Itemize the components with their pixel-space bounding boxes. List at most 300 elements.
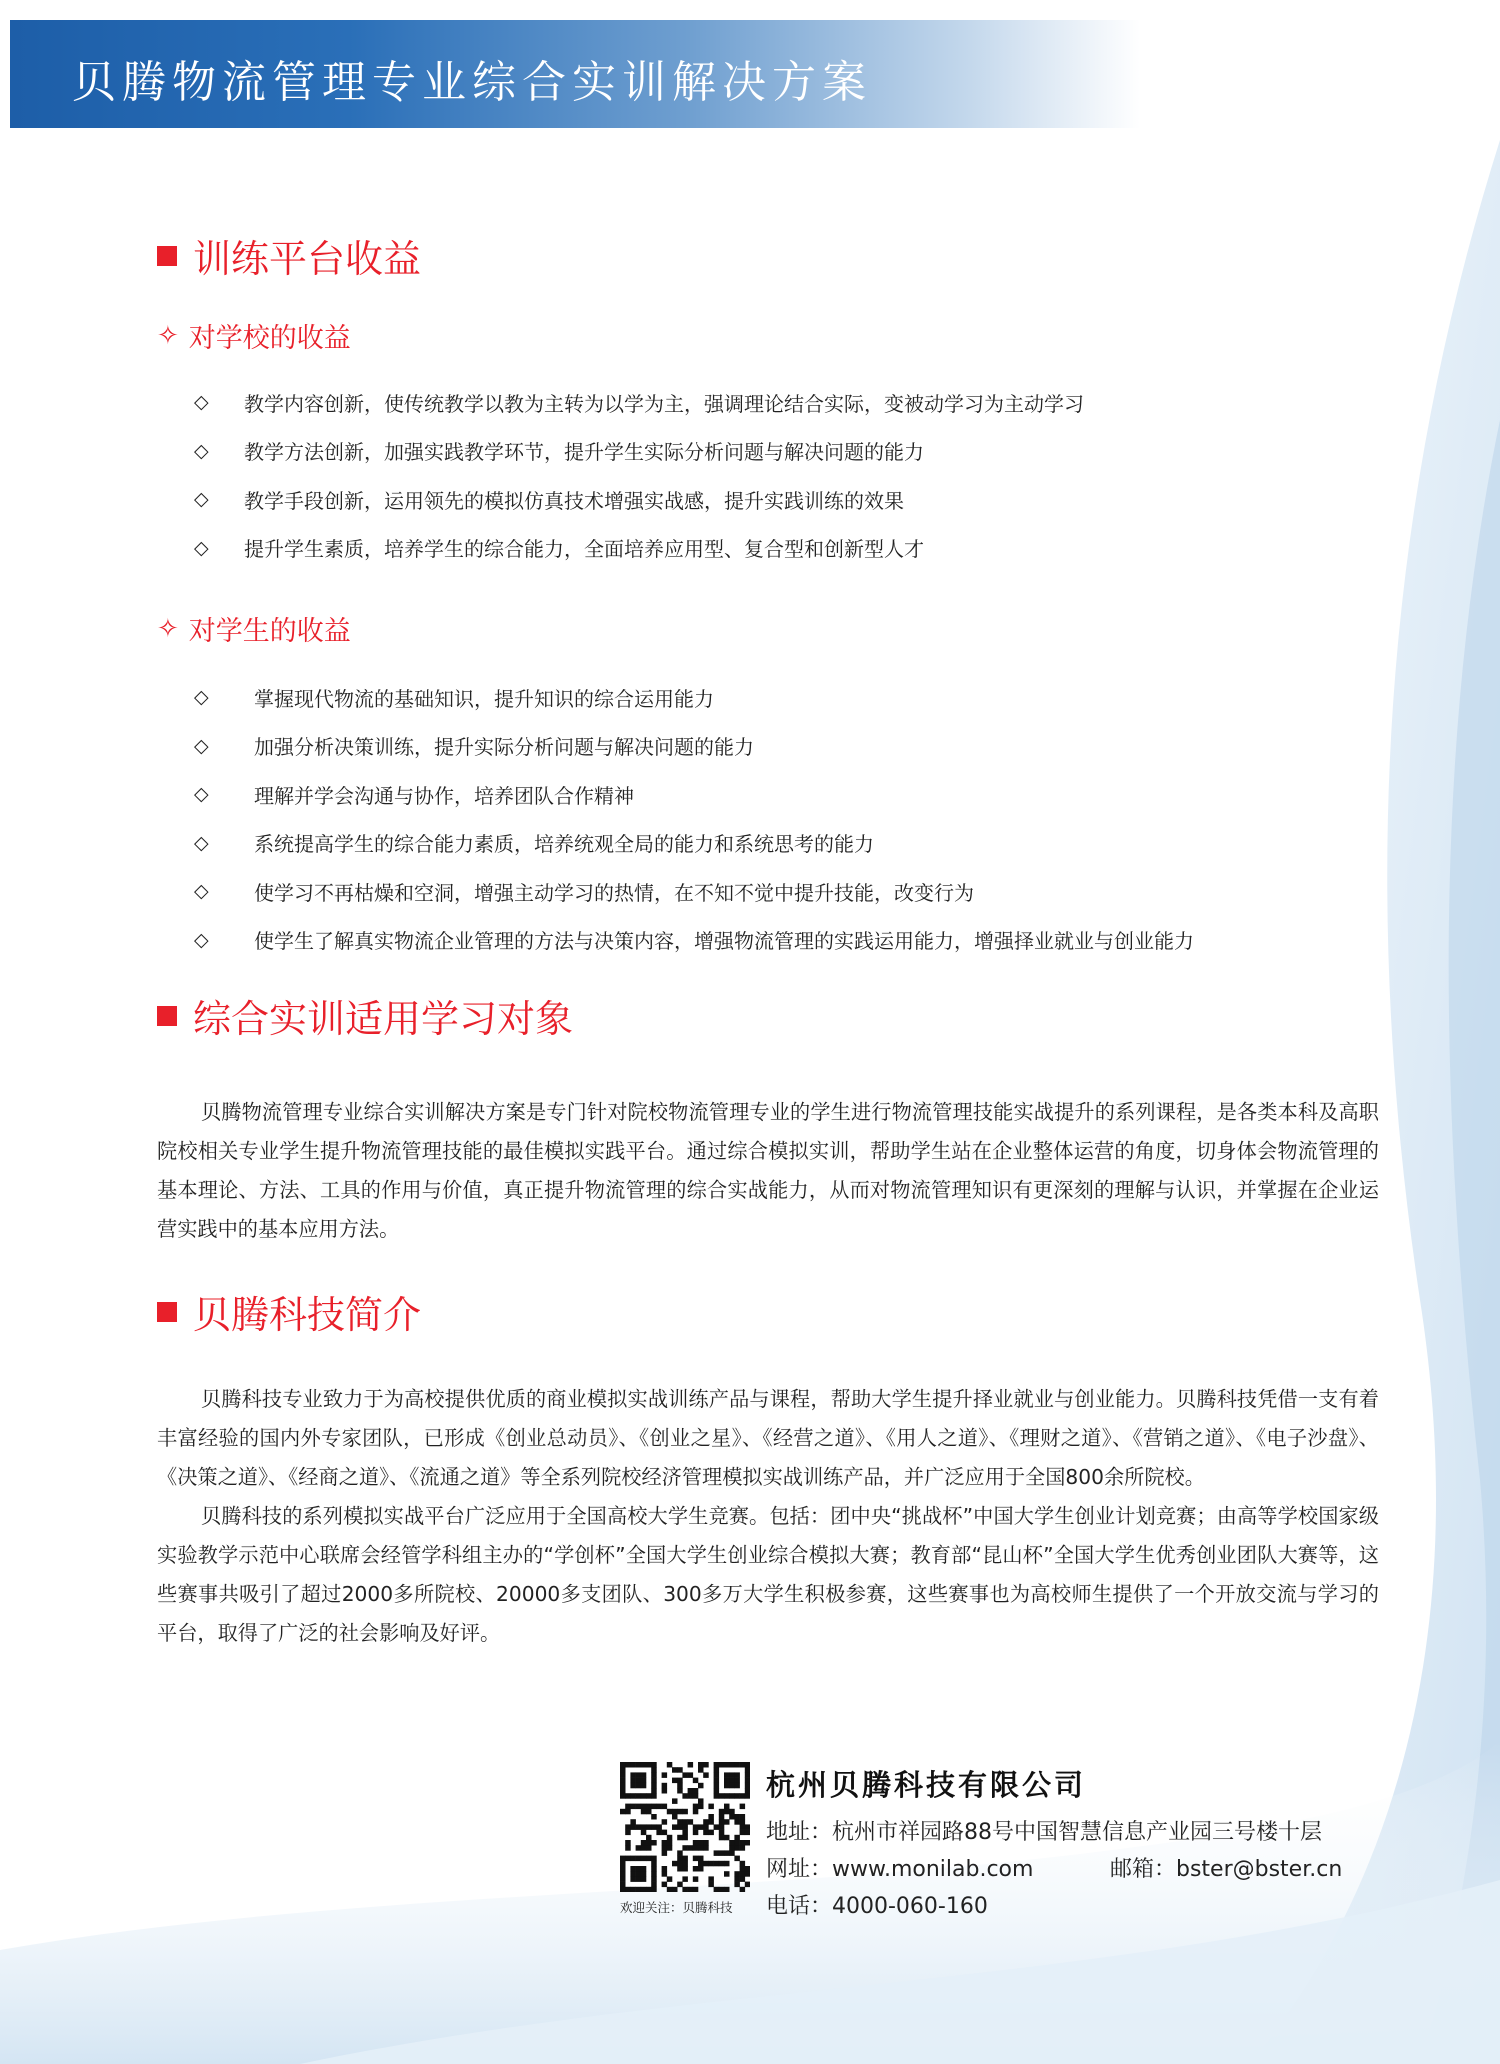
qr-module xyxy=(729,1772,735,1778)
qr-module xyxy=(651,1788,657,1794)
qr-module xyxy=(672,1767,678,1773)
qr-module xyxy=(703,1819,709,1825)
qr-module xyxy=(708,1830,714,1836)
qr-module xyxy=(667,1887,673,1892)
qr-module xyxy=(620,1861,626,1867)
qr-module xyxy=(708,1876,714,1882)
qr-module xyxy=(698,1824,704,1830)
company-paragraph: 贝腾科技的系列模拟实战平台广泛应用于全国高校大学生竞赛。包括：团中央“挑战杯”中国大学生创业计划竞赛；由高等学校国家级实验教学示范中心联席会经管学科组主办的“学创杯”全国大学生创业综合模拟大赛；教育部“昆山杯”全国大学生优秀创业团队大赛等，这些赛事共吸引了超过2000多所院校、20000多支团队、300多万大学生积极参赛，这些赛事也为高校师生提供了一个开放交流与学习的平台，取得了广泛的社会影响及好评。 xyxy=(157,1504,1379,1645)
header-banner xyxy=(10,20,1140,128)
qr-module xyxy=(719,1887,725,1892)
qr-module xyxy=(719,1809,725,1815)
qr-module xyxy=(636,1772,642,1778)
qr-module xyxy=(641,1824,647,1830)
qr-module xyxy=(688,1887,694,1892)
qr-module xyxy=(641,1845,647,1851)
qr-module xyxy=(677,1788,683,1794)
qr-module xyxy=(724,1809,730,1815)
qr-module xyxy=(714,1783,720,1789)
qr-module xyxy=(636,1845,642,1851)
qr-module xyxy=(724,1783,730,1789)
qr-module xyxy=(620,1871,626,1877)
qr-module xyxy=(630,1866,636,1872)
qr-module xyxy=(636,1876,642,1882)
qr-module xyxy=(729,1778,735,1784)
qr-module xyxy=(625,1845,631,1851)
qr-module xyxy=(724,1778,730,1784)
qr-module xyxy=(672,1861,678,1867)
qr-module xyxy=(745,1767,750,1773)
qr-module xyxy=(636,1824,642,1830)
qr-module xyxy=(630,1887,636,1892)
four-point-star-icon: ✧ xyxy=(157,613,179,644)
qr-module xyxy=(662,1788,668,1794)
qr-module xyxy=(651,1804,657,1810)
qr-module xyxy=(620,1778,626,1784)
qr-module xyxy=(641,1830,647,1836)
qr-module xyxy=(651,1793,657,1799)
qr-module xyxy=(703,1830,709,1836)
qr-module xyxy=(703,1772,709,1778)
qr-module xyxy=(620,1767,626,1773)
email-link[interactable]: 邮箱：bster@bster.cn xyxy=(1110,1857,1343,1882)
list-item xyxy=(194,524,1314,573)
qr-module xyxy=(729,1793,735,1799)
qr-module xyxy=(630,1772,636,1778)
qr-module xyxy=(625,1762,631,1768)
qr-module xyxy=(646,1845,652,1851)
list-item xyxy=(194,916,1394,965)
qr-module xyxy=(729,1783,735,1789)
qr-module xyxy=(672,1824,678,1830)
qr-module xyxy=(693,1788,699,1794)
qr-module xyxy=(729,1809,735,1815)
qr-module xyxy=(636,1887,642,1892)
qr-module xyxy=(672,1778,678,1784)
subsection-title-text: 对学生的收益 xyxy=(188,616,351,647)
list-item-text: 教学手段创新，运用领先的模拟仿真技术增强实战感，提升实践训练的效果 xyxy=(244,488,904,513)
red-square-icon xyxy=(157,1006,177,1026)
qr-module xyxy=(714,1793,720,1799)
qr-module xyxy=(677,1783,683,1789)
qr-module xyxy=(740,1804,746,1810)
qr-module xyxy=(641,1887,647,1892)
qr-module xyxy=(646,1856,652,1862)
qr-module xyxy=(651,1778,657,1784)
qr-module xyxy=(719,1819,725,1825)
qr-module xyxy=(651,1824,657,1830)
student-benefit-list xyxy=(194,673,1394,964)
subsection-title-school xyxy=(157,316,351,355)
qr-module xyxy=(693,1845,699,1851)
qr-module xyxy=(625,1887,631,1892)
qr-module xyxy=(703,1824,709,1830)
qr-module xyxy=(740,1876,746,1882)
qr-module xyxy=(688,1762,694,1768)
qr-module xyxy=(662,1882,668,1888)
qr-module xyxy=(651,1876,657,1882)
section-title-text: 综合实训适用学习对象 xyxy=(193,997,574,1041)
red-square-icon xyxy=(157,1302,177,1322)
qr-module xyxy=(677,1866,683,1872)
qr-module xyxy=(677,1824,683,1830)
qr-module xyxy=(662,1845,668,1851)
qr-module xyxy=(688,1819,694,1825)
qr-module xyxy=(651,1814,657,1820)
qr-module xyxy=(672,1809,678,1815)
qr-module xyxy=(740,1814,746,1820)
diamond-bullet-icon: ◇ xyxy=(194,391,209,414)
qr-module xyxy=(672,1798,678,1804)
list-item xyxy=(194,427,1314,476)
qr-module xyxy=(630,1783,636,1789)
qr-module xyxy=(719,1835,725,1841)
qr-module xyxy=(682,1887,688,1892)
section-title-text: 训练平台收益 xyxy=(193,237,422,281)
qr-module xyxy=(714,1778,720,1784)
qr-module xyxy=(740,1819,746,1825)
list-item-text: 系统提高学生的综合能力素质，培养统观全局的能力和系统思考的能力 xyxy=(254,832,874,857)
qr-module xyxy=(734,1772,740,1778)
qr-module xyxy=(724,1887,730,1892)
qr-module xyxy=(620,1793,626,1799)
qr-module xyxy=(662,1804,668,1810)
section-title-benefits xyxy=(157,228,421,283)
qr-module xyxy=(734,1871,740,1877)
qr-module xyxy=(646,1804,652,1810)
qr-module xyxy=(708,1882,714,1888)
qr-module xyxy=(656,1830,662,1836)
qr-module xyxy=(724,1850,730,1856)
qr-module xyxy=(708,1819,714,1825)
qr-module xyxy=(698,1804,704,1810)
qr-module xyxy=(630,1819,636,1825)
qr-module xyxy=(646,1762,652,1768)
qr-module xyxy=(719,1762,725,1768)
qr-module xyxy=(636,1783,642,1789)
qr-module xyxy=(641,1783,647,1789)
list-item xyxy=(194,378,1314,427)
qr-module xyxy=(641,1866,647,1872)
qr-module xyxy=(734,1819,740,1825)
qr-module xyxy=(636,1793,642,1799)
qr-module xyxy=(646,1809,652,1815)
qr-module xyxy=(708,1814,714,1820)
list-item-text: 教学方法创新，加强实践教学环节，提升学生实际分析问题与解决问题的能力 xyxy=(244,440,924,465)
qr-module xyxy=(636,1871,642,1877)
qr-module xyxy=(734,1840,740,1846)
qr-module xyxy=(724,1772,730,1778)
qr-module xyxy=(677,1850,683,1856)
qr-module xyxy=(734,1778,740,1784)
qr-module xyxy=(729,1850,735,1856)
qr-module xyxy=(641,1809,647,1815)
qr-module xyxy=(682,1861,688,1867)
qr-module xyxy=(734,1783,740,1789)
qr-module xyxy=(734,1882,740,1888)
qr-module xyxy=(636,1866,642,1872)
section-title-company xyxy=(157,1284,421,1339)
qr-module xyxy=(641,1793,647,1799)
qr-code xyxy=(620,1762,750,1892)
qr-module xyxy=(734,1762,740,1768)
qr-module xyxy=(641,1856,647,1862)
qr-module xyxy=(703,1861,709,1867)
list-item-text: 使学习不再枯燥和空洞，增强主动学习的热情，在不知不觉中提升技能，改变行为 xyxy=(254,880,974,905)
qr-module xyxy=(719,1793,725,1799)
list-item-text: 掌握现代物流的基础知识，提升知识的综合运用能力 xyxy=(254,686,714,711)
qr-module xyxy=(641,1871,647,1877)
qr-module xyxy=(667,1835,673,1841)
qr-module xyxy=(682,1835,688,1841)
qr-module xyxy=(734,1845,740,1851)
qr-module xyxy=(698,1762,704,1768)
qr-module xyxy=(630,1793,636,1799)
qr-module xyxy=(682,1819,688,1825)
qr-module xyxy=(677,1882,683,1888)
list-item xyxy=(194,770,1394,819)
qr-module xyxy=(656,1804,662,1810)
qr-module xyxy=(667,1840,673,1846)
qr-module xyxy=(693,1793,699,1799)
qr-module xyxy=(693,1887,699,1892)
qr-module xyxy=(729,1840,735,1846)
qr-module xyxy=(740,1762,746,1768)
qr-module xyxy=(740,1871,746,1877)
qr-module xyxy=(714,1887,720,1892)
qr-module xyxy=(677,1835,683,1841)
list-item-text: 理解并学会沟通与协作，培养团队合作精神 xyxy=(254,783,634,808)
qr-module xyxy=(630,1876,636,1882)
qr-module xyxy=(745,1866,750,1872)
qr-module xyxy=(641,1762,647,1768)
qr-module xyxy=(662,1871,668,1877)
qr-module xyxy=(693,1866,699,1872)
qr-module xyxy=(677,1778,683,1784)
qr-module xyxy=(620,1788,626,1794)
qr-module xyxy=(625,1856,631,1862)
qr-module xyxy=(698,1767,704,1773)
qr-module xyxy=(693,1804,699,1810)
qr-module xyxy=(651,1861,657,1867)
qr-module xyxy=(703,1845,709,1851)
diamond-bullet-icon: ◇ xyxy=(194,783,209,806)
qr-module xyxy=(708,1861,714,1867)
qr-module xyxy=(620,1762,626,1768)
list-item xyxy=(194,722,1394,771)
qr-module xyxy=(714,1788,720,1794)
qr-module xyxy=(662,1850,668,1856)
page-title: 贝腾物流管理专业综合实训解决方案 xyxy=(72,57,872,108)
list-item-text: 教学内容创新，使传统教学以教为主转为以学为主，强调理论结合实际，变被动学习为主动学习 xyxy=(244,391,1084,416)
qr-module xyxy=(672,1814,678,1820)
qr-module xyxy=(714,1850,720,1856)
diamond-bullet-icon: ◇ xyxy=(194,831,209,854)
qr-module xyxy=(682,1830,688,1836)
qr-module xyxy=(651,1840,657,1846)
address: 地址：杭州市祥园路88号中国智慧信息产业园三号楼十层 xyxy=(766,1820,1322,1845)
qr-module xyxy=(745,1793,750,1799)
company-name: 杭州贝腾科技有限公司 xyxy=(766,1768,1087,1802)
subsection-title-student xyxy=(157,609,351,648)
qr-module xyxy=(734,1876,740,1882)
qr-module xyxy=(682,1845,688,1851)
qr-module xyxy=(688,1772,694,1778)
qr-module xyxy=(724,1819,730,1825)
qr-module xyxy=(620,1783,626,1789)
website-link[interactable]: 网址：www.monilab.com xyxy=(766,1857,1034,1882)
qr-module xyxy=(641,1778,647,1784)
qr-module xyxy=(745,1778,750,1784)
qr-module xyxy=(651,1856,657,1862)
section-title-text: 贝腾科技简介 xyxy=(193,1293,422,1337)
qr-module xyxy=(636,1762,642,1768)
qr-module xyxy=(662,1783,668,1789)
qr-module xyxy=(677,1856,683,1862)
qr-module xyxy=(630,1804,636,1810)
list-item xyxy=(194,819,1394,868)
qr-module xyxy=(646,1887,652,1892)
qr-module xyxy=(620,1882,626,1888)
qr-module xyxy=(662,1772,668,1778)
qr-module xyxy=(636,1856,642,1862)
diamond-bullet-icon: ◇ xyxy=(194,880,209,903)
qr-module xyxy=(656,1824,662,1830)
qr-module xyxy=(745,1772,750,1778)
qr-module xyxy=(630,1778,636,1784)
qr-module xyxy=(651,1762,657,1768)
qr-module xyxy=(646,1835,652,1841)
qr-module xyxy=(745,1840,750,1846)
qr-module xyxy=(672,1887,678,1892)
qr-module xyxy=(693,1876,699,1882)
qr-module xyxy=(651,1866,657,1872)
qr-module xyxy=(740,1793,746,1799)
qr-module xyxy=(734,1793,740,1799)
qr-module xyxy=(646,1824,652,1830)
qr-module xyxy=(740,1840,746,1846)
qr-module xyxy=(646,1840,652,1846)
qr-module xyxy=(625,1830,631,1836)
qr-module xyxy=(740,1824,746,1830)
qr-module xyxy=(620,1887,626,1892)
qr-module xyxy=(734,1856,740,1862)
qr-module xyxy=(620,1866,626,1872)
qr-module xyxy=(729,1762,735,1768)
qr-module xyxy=(693,1830,699,1836)
company-paragraph: 贝腾科技专业致力于为高校提供优质的商业模拟实战训练产品与课程，帮助大学生提升择业就业与创业能力。贝腾科技凭借一支有着丰富经验的国内外专家团队，已形成《创业总动员》、《创业之星》、《经营之道》、《用人之道》、《理财之道》、《营销之道》、《电子沙盘》、《决策之道》、《经商之道》、《流通之道》等全系列院校经济管理模拟实战训练产品，并广泛应用于全国800余所院校。 xyxy=(157,1387,1379,1489)
qr-module xyxy=(745,1830,750,1836)
qr-module xyxy=(620,1856,626,1862)
qr-module xyxy=(698,1856,704,1862)
qr-module xyxy=(740,1830,746,1836)
qr-module xyxy=(724,1861,730,1867)
qr-module xyxy=(693,1824,699,1830)
qr-module xyxy=(724,1871,730,1877)
qr-module xyxy=(651,1887,657,1892)
diamond-bullet-icon: ◇ xyxy=(194,488,209,511)
qr-module xyxy=(729,1845,735,1851)
diamond-bullet-icon: ◇ xyxy=(194,928,209,951)
qr-module xyxy=(703,1840,709,1846)
qr-module xyxy=(698,1840,704,1846)
qr-module xyxy=(625,1804,631,1810)
qr-module xyxy=(662,1819,668,1825)
diamond-bullet-icon: ◇ xyxy=(194,439,209,462)
qr-module xyxy=(688,1793,694,1799)
qr-module xyxy=(625,1809,631,1815)
qr-module xyxy=(677,1767,683,1773)
qr-module xyxy=(698,1798,704,1804)
qr-module xyxy=(651,1772,657,1778)
qr-module xyxy=(719,1850,725,1856)
qr-module xyxy=(667,1762,673,1768)
qr-module xyxy=(625,1840,631,1846)
list-item-text: 使学生了解真实物流企业管理的方法与决策内容，增强物流管理的实践运用能力，增强择业就业与创业能力 xyxy=(254,929,1194,954)
qr-module xyxy=(682,1856,688,1862)
qr-module xyxy=(630,1824,636,1830)
qr-module xyxy=(745,1783,750,1789)
diamond-bullet-icon: ◇ xyxy=(194,734,209,757)
qr-module xyxy=(745,1824,750,1830)
qr-module xyxy=(714,1762,720,1768)
qr-module xyxy=(708,1804,714,1810)
qr-module xyxy=(667,1845,673,1851)
subsection-title-text: 对学校的收益 xyxy=(188,323,351,354)
qr-module xyxy=(703,1762,709,1768)
qr-module xyxy=(625,1793,631,1799)
qr-module xyxy=(740,1887,746,1892)
qr-module xyxy=(740,1866,746,1872)
company-intro xyxy=(157,1380,1379,1653)
qr-caption: 欢迎关注：贝腾科技 xyxy=(620,1900,733,1915)
qr-module xyxy=(745,1882,750,1888)
qr-module xyxy=(620,1772,626,1778)
qr-module xyxy=(636,1804,642,1810)
qr-module xyxy=(677,1819,683,1825)
qr-module xyxy=(724,1793,730,1799)
qr-module xyxy=(719,1814,725,1820)
red-square-icon xyxy=(157,246,177,266)
qr-module xyxy=(719,1830,725,1836)
qr-module xyxy=(620,1809,626,1815)
qr-module xyxy=(693,1856,699,1862)
qr-module xyxy=(714,1824,720,1830)
qr-module xyxy=(698,1783,704,1789)
qr-module xyxy=(667,1876,673,1882)
qr-module xyxy=(651,1783,657,1789)
qr-module xyxy=(724,1804,730,1810)
qr-module xyxy=(646,1793,652,1799)
qr-module xyxy=(677,1861,683,1867)
qr-module xyxy=(693,1840,699,1846)
list-item-text: 提升学生素质，培养学生的综合能力，全面培养应用型、复合型和创新型人才 xyxy=(244,537,924,562)
qr-module xyxy=(719,1861,725,1867)
qr-module xyxy=(734,1814,740,1820)
qr-module xyxy=(714,1772,720,1778)
qr-module xyxy=(688,1788,694,1794)
qr-module xyxy=(682,1793,688,1799)
qr-module xyxy=(667,1809,673,1815)
diamond-bullet-icon: ◇ xyxy=(194,536,209,559)
qr-module xyxy=(662,1866,668,1872)
qr-module xyxy=(682,1809,688,1815)
list-item xyxy=(194,867,1394,916)
qr-module xyxy=(682,1866,688,1872)
qr-module xyxy=(636,1778,642,1784)
qr-module xyxy=(630,1856,636,1862)
qr-module xyxy=(714,1861,720,1867)
